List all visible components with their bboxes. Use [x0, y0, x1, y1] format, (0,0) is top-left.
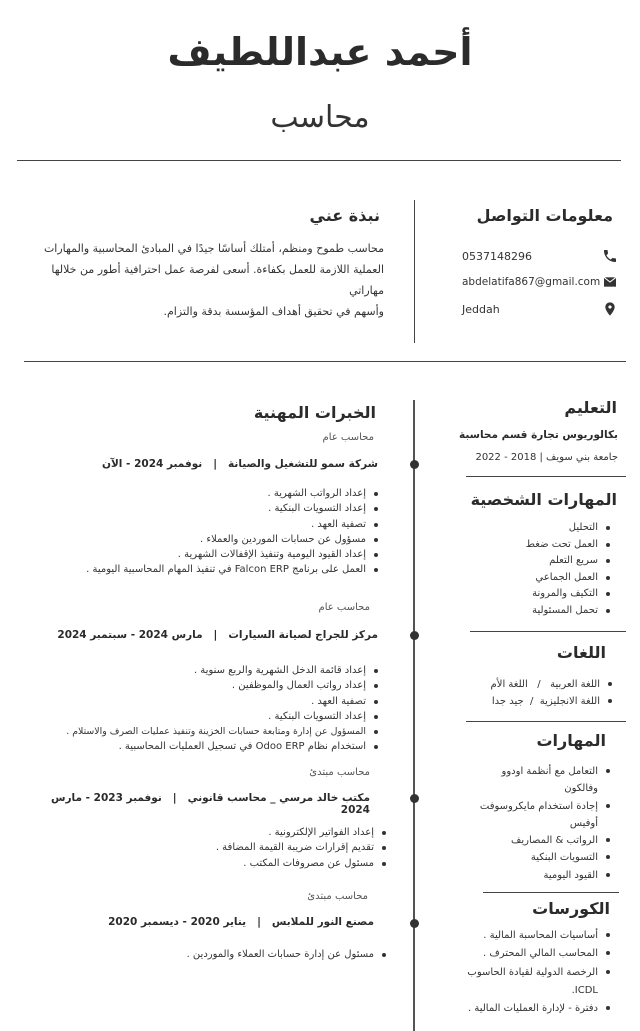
- skill-item: إجادة استخدام مايكروسوفت: [450, 798, 598, 815]
- skill-item-cont: أوفيس: [569, 817, 598, 829]
- skills-list: [450, 763, 598, 884]
- job-header: [20, 792, 370, 816]
- skills-divider: [483, 892, 619, 893]
- task-item: تصفية العهد .: [10, 694, 366, 709]
- about-heading: نبذة عني: [309, 206, 380, 225]
- contact-heading: معلومات التواصل: [476, 206, 613, 225]
- skill-item: القيود اليومية: [450, 867, 598, 884]
- task-item: إعداد الفواتير الإلكترونية .: [20, 825, 374, 840]
- skill-item: التسويات البنكية: [450, 849, 598, 866]
- separator: |: [205, 458, 225, 470]
- location-text: Jeddah: [462, 302, 500, 316]
- skill-item: الرواتب & المصاريف: [450, 832, 598, 849]
- phone-row: [462, 248, 618, 264]
- language-item: اللغة العربية / اللغة الأم: [460, 676, 600, 693]
- task-item: تصفية العهد .: [20, 517, 366, 532]
- task-item: مسئول عن مصروفات المكتب .: [20, 856, 374, 871]
- job-company: شركة سمو للتشغيل والصيانة: [228, 458, 378, 470]
- timeline-dot: [410, 794, 419, 803]
- task-item: إعداد قائمة الدخل الشهرية والربع سنوية .: [10, 663, 366, 678]
- soft-skills-divider: [470, 631, 626, 632]
- education-degree: بكالوريوس تجارة قسم محاسبة: [458, 429, 618, 441]
- task-item: إعداد التسويات البنكية .: [20, 501, 366, 516]
- job-role: محاسب مبتدئ: [307, 891, 368, 902]
- job-tasks: [20, 947, 374, 962]
- soft-skill-item: العمل الجماعي: [470, 570, 598, 587]
- soft-skill-item: العمل تحت ضغط: [470, 537, 598, 554]
- task-item: تقديم إقرارات ضريبة القيمة المضافة .: [20, 840, 374, 855]
- course-item: أساسيات المحاسبة المالية .: [440, 927, 598, 945]
- skill-item: التعامل مع أنظمة اودوو: [450, 763, 598, 780]
- job-period: نوفمبر 2023 - مارس 2024: [51, 792, 370, 816]
- about-text: [20, 238, 384, 322]
- section-divider: [24, 361, 626, 362]
- course-item-cont: ICDL.: [571, 984, 598, 996]
- education-divider: [466, 476, 626, 477]
- task-item: العمل على برنامج Falcon ERP في تنفيذ المهام المحاسبية اليومية .: [20, 562, 366, 577]
- job-title: محاسب: [270, 100, 370, 135]
- job-period: يناير 2020 - ديسمبر 2020: [108, 916, 247, 928]
- phone-number: 0537148296: [462, 249, 532, 263]
- email-row: [462, 274, 618, 290]
- job-header: [20, 458, 378, 470]
- email-icon: [602, 274, 618, 290]
- job-role: محاسب عام: [318, 602, 370, 613]
- job-tasks: [20, 486, 366, 578]
- header-divider: [17, 160, 621, 161]
- job-header: [20, 629, 378, 641]
- job-period: مارس 2024 - سبتمبر 2024: [57, 629, 203, 641]
- experience-heading: الخبرات المهنية: [253, 403, 376, 422]
- location-row: [462, 301, 618, 317]
- soft-skill-item: سريع التعلم: [470, 553, 598, 570]
- task-item: المسؤول عن إدارة ومتابعة حسابات الخزينة وتنفيذ عمليات الصرف والاستلام .: [10, 724, 366, 739]
- education-heading: التعليم: [564, 398, 617, 417]
- courses-heading: الكورسات: [532, 899, 610, 918]
- timeline-dot: [410, 460, 419, 469]
- job-role: محاسب مبتدئ: [309, 767, 370, 778]
- job-tasks: [20, 825, 374, 871]
- separator: |: [165, 792, 184, 804]
- timeline-dot: [410, 919, 419, 928]
- job-company: مصنع النور للملابس: [271, 916, 374, 928]
- course-item: المحاسب المالي المحترف .: [440, 945, 598, 963]
- skills-heading: المهارات: [536, 731, 606, 750]
- language-item: اللغة الانجليزية / جيد جدا: [460, 693, 600, 710]
- about-line: وأسهم في تحقيق أهداف المؤسسة بدقة والتزام.: [163, 305, 384, 318]
- about-line: العملية اللازمة للعمل بكفاءة. أسعى لفرصة عمل احترافية أطور من خلالها مهاراتي: [51, 263, 384, 297]
- languages-divider: [466, 721, 626, 722]
- task-item: إعداد رواتب العمال والموظفين .: [10, 678, 366, 693]
- course-item: الرخصة الدولية لقيادة الحاسوب: [440, 964, 598, 982]
- job-company: مكتب خالد مرسي _ محاسب قانوني: [187, 792, 370, 804]
- education-details: جامعة بني سويف | 2018 - 2022: [475, 452, 618, 463]
- location-pin-icon: [602, 301, 618, 317]
- separator: |: [249, 916, 269, 928]
- job-company: مركز للجراج لصيانة السيارات: [228, 629, 378, 641]
- soft-skills-list: [470, 520, 598, 620]
- task-item: مسئول عن إدارة حسابات العملاء والموردين .: [20, 947, 374, 962]
- soft-skill-item: التحليل: [470, 520, 598, 537]
- task-item: استخدام نظام Odoo ERP في تسجيل العمليات المحاسبية .: [10, 739, 366, 754]
- job-role: محاسب عام: [322, 432, 374, 443]
- top-vertical-divider: [414, 200, 415, 343]
- job-header: [20, 916, 374, 928]
- job-period: نوفمبر 2024 - الآن: [102, 458, 203, 470]
- task-item: إعداد الرواتب الشهرية .: [20, 486, 366, 501]
- about-line: محاسب طموح ومنظم، أمتلك أساسًا جيدًا في المبادئ المحاسبية والمهارات: [43, 242, 384, 255]
- course-item: دفترة - لإدارة العمليات المالية .: [440, 1000, 598, 1018]
- timeline-dot: [410, 631, 419, 640]
- task-item: إعداد التسويات البنكية .: [10, 709, 366, 724]
- languages-list: [460, 676, 600, 710]
- soft-skill-item: تحمل المسئولية: [470, 603, 598, 620]
- soft-skills-heading: المهارات الشخصية: [470, 490, 617, 509]
- phone-icon: [602, 248, 618, 264]
- email-address: abdelatifa867@gmail.com: [462, 276, 601, 288]
- timeline-line: [413, 400, 415, 1031]
- task-item: إعداد القيود اليومية وتنفيذ الإقفالات الشهرية .: [20, 547, 366, 562]
- task-item: مسؤول عن حسابات الموردين والعملاء .: [20, 532, 366, 547]
- courses-list: [440, 927, 598, 1018]
- person-name: أحمد عبداللطيف: [167, 30, 473, 74]
- job-tasks: [10, 663, 366, 755]
- skill-item-cont: وفالكون: [564, 783, 598, 795]
- separator: |: [206, 629, 225, 641]
- soft-skill-item: التكيف والمرونة: [470, 586, 598, 603]
- languages-heading: اللغات: [556, 643, 606, 662]
